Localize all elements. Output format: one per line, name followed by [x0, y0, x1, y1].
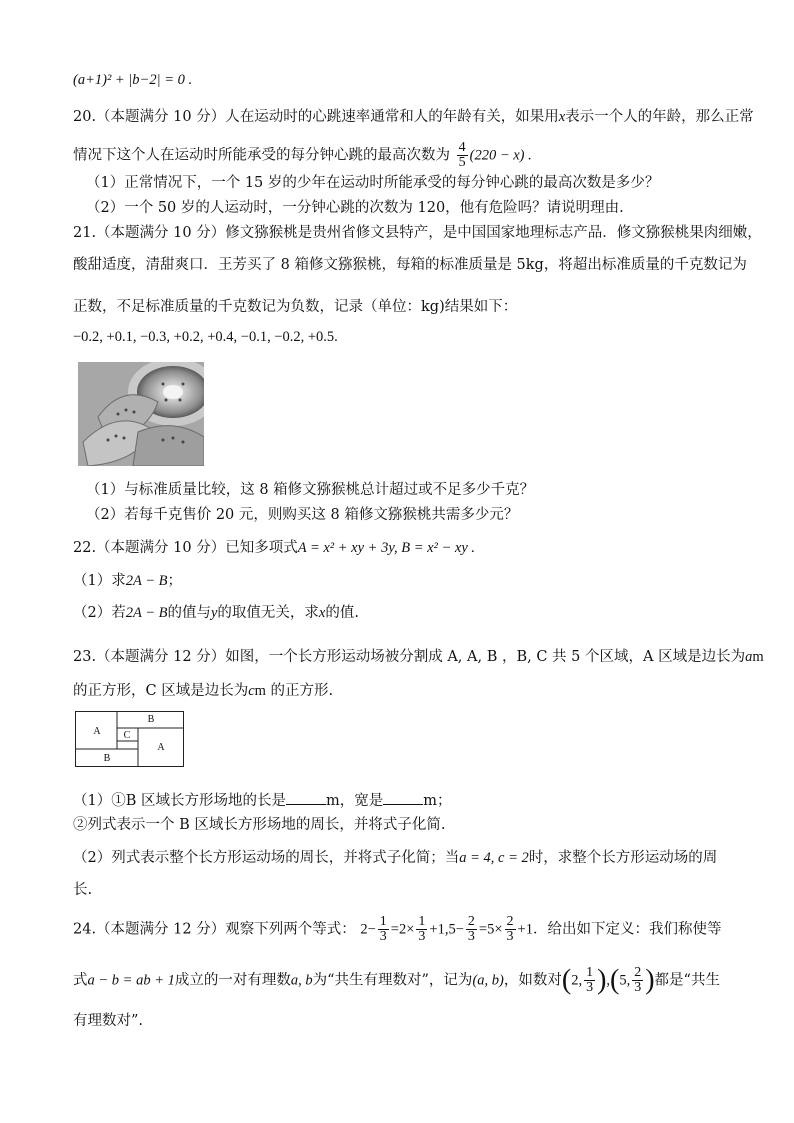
q23-line1: 23.（本题满分 12 分）如图，一个长方形运动场被分割成 A, A, B ，B, C 共 5 个区域，A 区域是边长为am [73, 649, 764, 665]
equation-line: (a+1)² + |b−2| = 0 . [73, 72, 193, 88]
q21-line2: 酸甜适度，清甜爽口．王芳买了 8 箱修文猕猴桃，每箱的标准质量是 5kg，将超出标准质量的千克数记为 [73, 257, 747, 273]
q22-sub2: （2）若2A − B的值与y的取值无关，求x的值. [73, 605, 359, 621]
q23-sub1a: （1）①B 区域长方形场地的长是 m，宽是 m； [73, 790, 452, 811]
q23-sub1b: ②列式表示一个 B 区域长方形场地的周长，并将式子化简. [73, 817, 446, 833]
kiwi-photo [78, 362, 204, 466]
q24-line1: 24.（本题满分 12 分）观察下列两个等式： 2− $\frac{1}{3}$ =2× $\frac{1}{3}$ +1,5− $\frac{2}{3}$ =5× $\frac{2}{3}$ +1．给出如下定义：我们称使等 [73, 914, 722, 944]
diagram-label-c: C [123, 730, 131, 741]
q24-line2: 式a − b = ab + 1成立的一对有理数a, b为“共生有理数对”，记为(a, b)，如数对(2, $\frac{1}{3}$ ),(5, $\frac{2}{3}$ )都是“共生 [73, 964, 720, 996]
q20-line2: 情况下这个人在运动时所能承受的每分钟心跳的最高次数为 $\frac{4}{5}$ (220 − x) . [73, 140, 532, 170]
answer-blank-width[interactable] [383, 790, 423, 805]
field-diagram [75, 711, 184, 767]
diagram-label-b-top: B [147, 714, 155, 725]
q20-line1: 20.（本题满分 10 分）人在运动时的心跳速率通常和人的年龄有关，如果用x表示一个人的年龄，那么正常 [73, 109, 754, 125]
q22-line1: 22.（本题满分 10 分）已知多项式A = x² + xy + 3y, B = x² − xy . [73, 540, 476, 556]
diagram-label-a-left: A [93, 726, 101, 737]
q21-sub1: （1）与标准质量比较，这 8 箱修文猕猴桃总计超过或不足多少千克？ [86, 482, 535, 498]
q22-sub1: （1）求2A − B； [73, 573, 182, 589]
diagram-label-b-bottom: B [103, 753, 111, 764]
q21-line3: 正数，不足标准质量的千克数记为负数，记录（单位：kg)结果如下： [73, 299, 518, 315]
q23-line2: 的正方形，C 区域是边长为cm 的正方形. [73, 683, 334, 699]
q20-fraction: $\frac{4}{5}$ [458, 140, 466, 170]
q21-data: −0.2, +0.1, −0.3, +0.2, +0.4, −0.1, −0.2, +0.5. [73, 329, 338, 345]
q23-sub2-line2: 长. [73, 882, 93, 898]
answer-blank-length[interactable] [286, 790, 326, 805]
q21-line1: 21.（本题满分 10 分）修文猕猴桃是贵州省修文县特产，是中国国家地理标志产品．修文猕猴桃果肉细嫩， [73, 225, 762, 241]
q21-sub2: （2）若每千克售价 20 元，则购买这 8 箱修文猕猴桃共需多少元？ [86, 507, 519, 523]
q20-sub2: （2）一个 50 岁的人运动时，一分钟心跳的次数为 120，他有危险吗？请说明理由. [86, 200, 624, 216]
q20-sub1: （1）正常情况下，一个 15 岁的少年在运动时所能承受的每分钟心跳的最高次数是多少？ [86, 175, 660, 191]
q24-line3: 有理数对”. [73, 1013, 144, 1029]
diagram-label-a-right: A [157, 742, 165, 753]
q23-sub2-line1: （2）列式表示整个长方形运动场的周长，并将式子化简；当a = 4, c = 2时，求整个长方形运动场的周 [73, 850, 718, 866]
